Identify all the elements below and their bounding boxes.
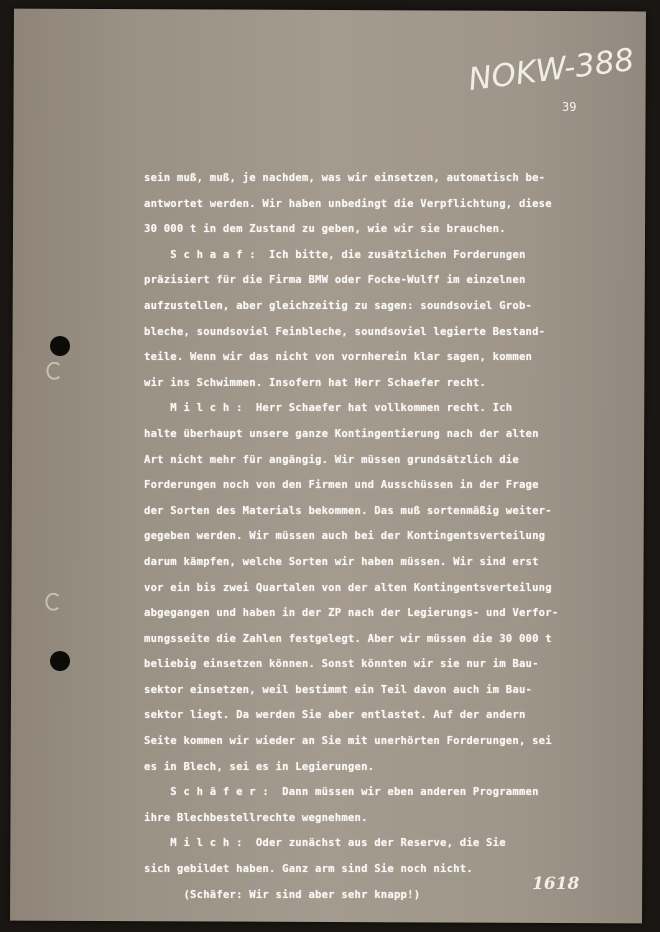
text-line: Art nicht mehr für angängig. Wir müssen grundsätzlich die [144, 453, 519, 466]
text-line: sektor liegt. Da werden Sie aber entlastet. Auf der andern [144, 709, 526, 722]
text-line: sein muß, muß, je nachdem, was wir einsetzen, automatisch be- [144, 172, 546, 184]
text-line: sich gebildet haben. Ganz arm sind Sie noch nicht. [144, 863, 473, 876]
text-line: aufzustellen, aber gleichzeitig zu sagen: soundsoviel Grob- [144, 299, 533, 312]
text-line: S c h ä f e r : Dann müssen wir eben anderen Programmen [144, 786, 539, 799]
text-line: bleche, soundsoviel Feinbleche, soundsoviel legierte Bestand- [144, 325, 546, 338]
text-line: S c h a a f : Ich bitte, die zusätzlichen Forderungen [144, 248, 526, 261]
punch-hole [50, 336, 70, 356]
text-line: es in Blech, sei es in Legierungen. [144, 760, 375, 773]
text-line: halte überhaupt unsere ganze Kontingentierung nach der alten [144, 427, 539, 440]
punch-hole [50, 651, 70, 671]
text-line: präzisiert für die Firma BMW oder Focke-Wulff im einzelnen [144, 274, 526, 287]
text-line: abgegangen und haben in der ZP nach der Legierungs- und Verfor- [144, 607, 559, 620]
text-line: beliebig einsetzen können. Sonst könnten wir sie nur im Bau- [144, 658, 539, 671]
text-line: mungsseite die Zahlen festgelegt. Aber wir müssen die 30 000 t [144, 632, 552, 645]
handwritten-document-reference: NOKW-388 [466, 41, 637, 99]
text-line: (Schäfer: Wir sind aber sehr knapp!) [144, 888, 421, 901]
stamped-folio-number: 1618 [532, 874, 580, 894]
text-line: vor ein bis zwei Quartalen von der alten Kontingentsverteilung [144, 581, 552, 594]
text-line: M i l c h : Herr Schaefer hat vollkommen recht. Ich [144, 402, 513, 415]
text-line: gegeben werden. Wir müssen auch bei der Kontingentsverteilung [144, 530, 546, 543]
text-line: teile. Wenn wir das nicht von vornherein klar sagen, kommen [144, 351, 533, 364]
binder-ring-mark [45, 593, 61, 611]
text-line: M i l c h : Oder zunächst aus der Reserve, die Sie [144, 837, 506, 850]
text-line: wir ins Schwimmen. Insofern hat Herr Schaefer recht. [144, 376, 487, 389]
text-line: Seite kommen wir wieder an Sie mit unerhörten Forderungen, sei [144, 735, 552, 748]
text-line: der Sorten des Materials bekommen. Das muß sortenmäßig weiter- [144, 504, 552, 517]
text-line: ihre Blechbestellrechte wegnehmen. [144, 811, 368, 824]
text-line: sektor einsetzen, weil bestimmt ein Teil davon auch im Bau- [144, 683, 533, 696]
typewritten-body [144, 166, 614, 908]
text-line: darum kämpfen, welche Sorten wir haben müssen. Wir sind erst [144, 555, 539, 568]
text-line: Forderungen noch von den Firmen und Ausschüssen in der Frage [144, 479, 539, 492]
text-line: antwortet werden. Wir haben unbedingt die Verpflichtung, diese [144, 197, 552, 210]
binder-ring-mark [46, 362, 62, 380]
text-line: 30 000 t in dem Zustand zu geben, wie wir sie brauchen. [144, 223, 506, 236]
page-number: 39 [562, 100, 577, 114]
